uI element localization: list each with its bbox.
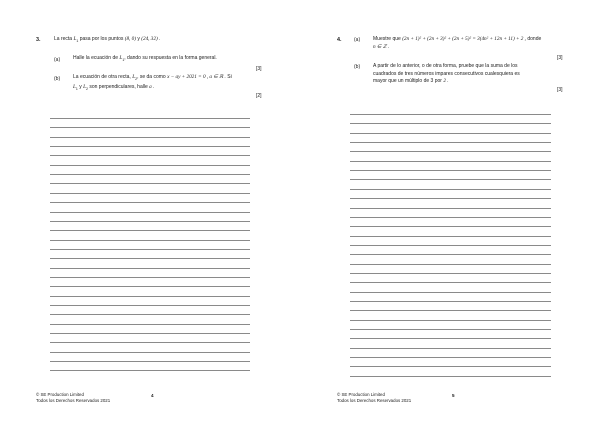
- answer-line[interactable]: [350, 208, 551, 209]
- answer-line[interactable]: [350, 123, 551, 124]
- part-a-text: Halle la ecuación de $L_1$, dando su respuesta en la forma general.: [73, 55, 217, 62]
- question-3-stem: La recta $L_1$ pasa por los puntos (8, 0) y (24, 32) .: [54, 36, 161, 43]
- answer-lines[interactable]: [350, 114, 551, 384]
- answer-line[interactable]: [350, 348, 551, 349]
- answer-line[interactable]: [50, 296, 250, 297]
- answer-line[interactable]: [350, 142, 551, 143]
- answer-line[interactable]: [50, 286, 250, 287]
- footer-copyright: [337, 392, 411, 405]
- footer-line-2: Todos los Derechos Reservados 2021: [36, 398, 111, 404]
- page-number: 4: [151, 393, 154, 398]
- answer-line[interactable]: [350, 310, 551, 311]
- answer-line[interactable]: [350, 338, 551, 339]
- answer-line[interactable]: [50, 240, 250, 241]
- answer-line[interactable]: [50, 258, 250, 259]
- answer-line[interactable]: [350, 357, 551, 358]
- answer-line[interactable]: [50, 277, 250, 278]
- question-3-number: 3.: [36, 37, 41, 43]
- part-b-label: (b): [54, 76, 61, 82]
- answer-lines[interactable]: [50, 118, 250, 380]
- answer-line[interactable]: [50, 305, 250, 306]
- answer-line[interactable]: [50, 352, 250, 353]
- footer-line-1: © SE Production Limited: [36, 392, 84, 397]
- answer-line[interactable]: [350, 170, 551, 171]
- answer-line[interactable]: [350, 301, 551, 302]
- answer-line[interactable]: [50, 361, 250, 362]
- answer-line[interactable]: [350, 282, 551, 283]
- answer-line[interactable]: [50, 183, 250, 184]
- answer-line[interactable]: [50, 165, 250, 166]
- answer-line[interactable]: [350, 292, 551, 293]
- answer-line[interactable]: [50, 342, 250, 343]
- part-a-text: Muestre que (2n + 1)² + (2n + 3)² + (2n + 5)² = 3(4n² + 12n + 11) + 2 , donde n ∈ ℤ .: [373, 36, 542, 50]
- part-b-marks: [2]: [256, 93, 262, 99]
- answer-line[interactable]: [50, 324, 250, 325]
- answer-line[interactable]: [50, 146, 250, 147]
- answer-line[interactable]: [350, 198, 551, 199]
- answer-line[interactable]: [350, 133, 551, 134]
- page-number: 5: [452, 393, 455, 398]
- question-4-number: 4.: [337, 37, 342, 43]
- answer-line[interactable]: [50, 268, 250, 269]
- answer-line[interactable]: [50, 212, 250, 213]
- answer-line[interactable]: [350, 366, 551, 367]
- answer-line[interactable]: [350, 236, 551, 237]
- footer-line-1: © SE Production Limited: [337, 392, 385, 397]
- answer-line[interactable]: [350, 329, 551, 330]
- answer-line[interactable]: [350, 226, 551, 227]
- answer-line[interactable]: [350, 254, 551, 255]
- right-page: [300, 0, 600, 424]
- answer-line[interactable]: [350, 161, 551, 162]
- part-b-label: (b): [354, 64, 361, 70]
- answer-line[interactable]: [350, 245, 551, 246]
- answer-line[interactable]: [350, 376, 551, 377]
- part-a-label: (a): [54, 57, 61, 63]
- part-b-text: A partir de lo anterior, o de otra forma, pruebe que la suma de los cuadrados de tres números impares consecutivos cualesquiera es mayor que un múltiplo de 3 por 2 .: [373, 63, 520, 85]
- answer-line[interactable]: [50, 202, 250, 203]
- answer-line[interactable]: [50, 118, 250, 119]
- answer-line[interactable]: [350, 179, 551, 180]
- answer-line[interactable]: [350, 217, 551, 218]
- answer-line[interactable]: [50, 193, 250, 194]
- part-a-label: (a): [354, 37, 361, 43]
- answer-line[interactable]: [50, 174, 250, 175]
- answer-line[interactable]: [50, 333, 250, 334]
- answer-line[interactable]: [50, 155, 250, 156]
- part-a-marks: [3]: [256, 66, 262, 72]
- answer-line[interactable]: [50, 137, 250, 138]
- answer-line[interactable]: [50, 221, 250, 222]
- part-b-marks: [3]: [557, 87, 563, 93]
- footer-line-2: Todos los Derechos Reservados 2021: [337, 398, 412, 404]
- answer-line[interactable]: [350, 264, 551, 265]
- answer-line[interactable]: [50, 314, 250, 315]
- answer-line[interactable]: [50, 370, 250, 371]
- part-a-marks: [3]: [557, 55, 563, 61]
- part-b-text: La ecuación de otra recta, $L_2$, se da como x − ay + 2021 = 0 , a ∈ ℝ . Si $L_1$ y $L_2$ son perpendiculares, halle a .: [73, 74, 232, 91]
- answer-line[interactable]: [350, 114, 551, 115]
- answer-line[interactable]: [50, 127, 250, 128]
- answer-line[interactable]: [50, 249, 250, 250]
- answer-line[interactable]: [350, 320, 551, 321]
- answer-line[interactable]: [50, 230, 250, 231]
- answer-line[interactable]: [350, 151, 551, 152]
- footer-copyright: [36, 392, 110, 405]
- answer-line[interactable]: [350, 189, 551, 190]
- answer-line[interactable]: [350, 273, 551, 274]
